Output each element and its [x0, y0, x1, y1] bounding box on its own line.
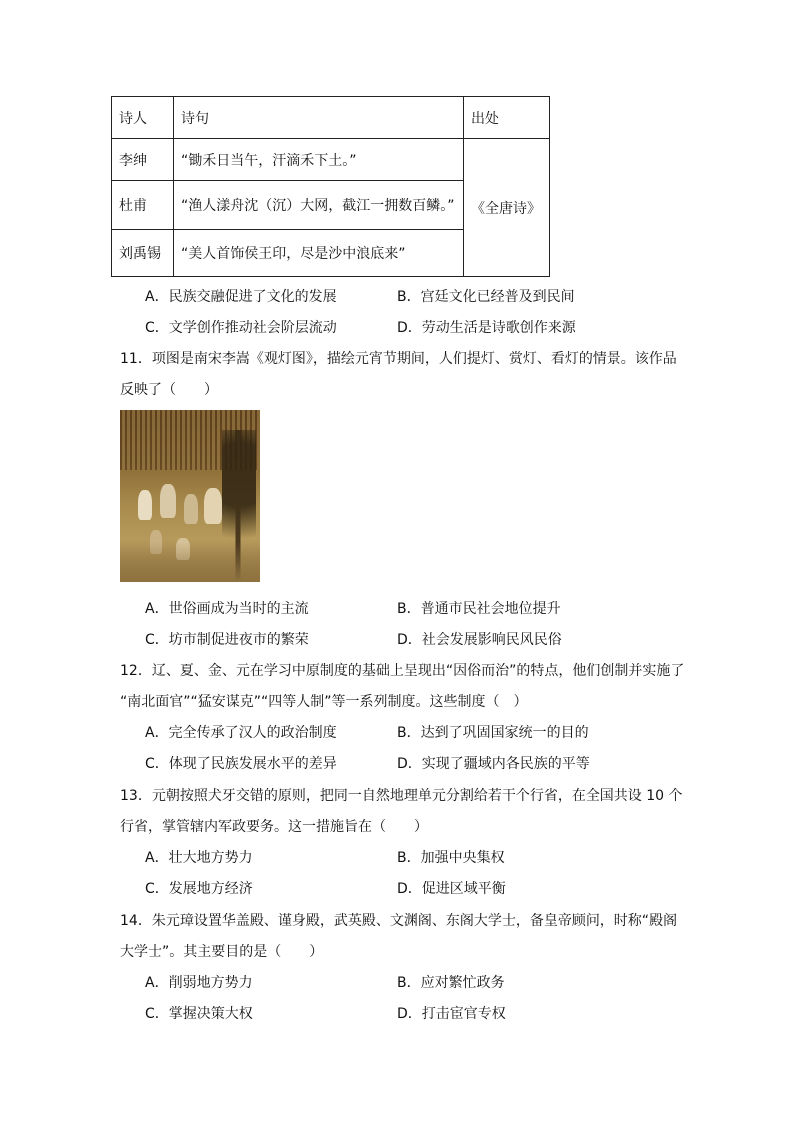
q11-option-b[interactable]: B．普通市民社会地位提升	[397, 601, 561, 617]
q11-option-c[interactable]: C．坊市制促进夜市的繁荣	[145, 632, 309, 648]
q12-option-d[interactable]: D．实现了疆域内各民族的平等	[397, 756, 590, 772]
table-row	[112, 139, 550, 181]
q14-stem-line2: 大学士”。其主要目的是（ ）	[120, 944, 324, 960]
q11-option-d[interactable]: D．社会发展影响民风民俗	[397, 632, 562, 648]
q12-option-b[interactable]: B．达到了巩固国家统一的目的	[397, 725, 589, 741]
q14-option-a[interactable]: A．削弱地方势力	[145, 975, 253, 991]
q11-stem-line1: 11．项图是南宋李嵩《观灯图》，描绘元宵节期间，人们提灯、赏灯、看灯的情景。该作品	[120, 351, 677, 367]
q12-stem-line2: “南北面官”“猛安谋克”“四等人制”等一系列制度。这些制度（ ）	[120, 694, 528, 710]
lantern-painting-image	[120, 410, 260, 582]
verse-cell: “锄禾日当午，汗滴禾下土。”	[174, 139, 464, 181]
q14-option-c[interactable]: C．掌握决策大权	[145, 1006, 253, 1022]
q14-stem-line1: 14．朱元璋设置华盖殿、谨身殿，武英殿、文渊阁、东阁大学士，备皇帝顾问，时称“殿阁	[120, 913, 678, 929]
header-source: 出处	[464, 97, 550, 139]
table-header-row	[112, 97, 550, 139]
source-cell: 《全唐诗》	[464, 139, 550, 277]
verse-cell: “渔人漾舟沈（沉）大网，截江一拥数百鳞。”	[174, 181, 464, 230]
q13-option-d[interactable]: D．促进区域平衡	[397, 881, 506, 897]
q14-option-b[interactable]: B．应对繁忙政务	[397, 975, 505, 991]
q11-option-a[interactable]: A．世俗画成为当时的主流	[145, 601, 309, 617]
q13-option-b[interactable]: B．加强中央集权	[397, 850, 505, 866]
q10-option-d[interactable]: D．劳动生活是诗歌创作来源	[397, 320, 576, 336]
q11-stem-line2: 反映了（ ）	[120, 382, 218, 398]
q13-option-a[interactable]: A．壮大地方势力	[145, 850, 253, 866]
header-verse: 诗句	[174, 97, 464, 139]
q10-option-b[interactable]: B．宫廷文化已经普及到民间	[397, 289, 575, 305]
q14-option-d[interactable]: D．打击宦官专权	[397, 1006, 506, 1022]
q10-option-a[interactable]: A．民族交融促进了文化的发展	[145, 289, 337, 305]
q12-stem-line1: 12．辽、夏、金、元在学习中原制度的基础上呈现出“因俗而治”的特点，他们创制并实施了	[120, 663, 685, 679]
q13-stem-line2: 行省，掌管辖内军政要务。这一措施旨在（ ）	[120, 819, 428, 835]
q13-option-c[interactable]: C．发展地方经济	[145, 881, 253, 897]
q12-option-c[interactable]: C．体现了民族发展水平的差异	[145, 756, 337, 772]
verse-cell: “美人首饰侯王印，尽是沙中浪底来”	[174, 230, 464, 277]
header-poet: 诗人	[112, 97, 174, 139]
q12-option-a[interactable]: A．完全传承了汉人的政治制度	[145, 725, 337, 741]
q13-stem-line1: 13．元朝按照犬牙交错的原则，把同一自然地理单元分割给若干个行省，在全国共设 10 个	[120, 788, 683, 804]
poet-cell: 杜甫	[112, 181, 174, 230]
poem-table	[111, 96, 550, 277]
q10-option-c[interactable]: C．文学创作推动社会阶层流动	[145, 320, 337, 336]
poet-cell: 李绅	[112, 139, 174, 181]
poet-cell: 刘禹锡	[112, 230, 174, 277]
